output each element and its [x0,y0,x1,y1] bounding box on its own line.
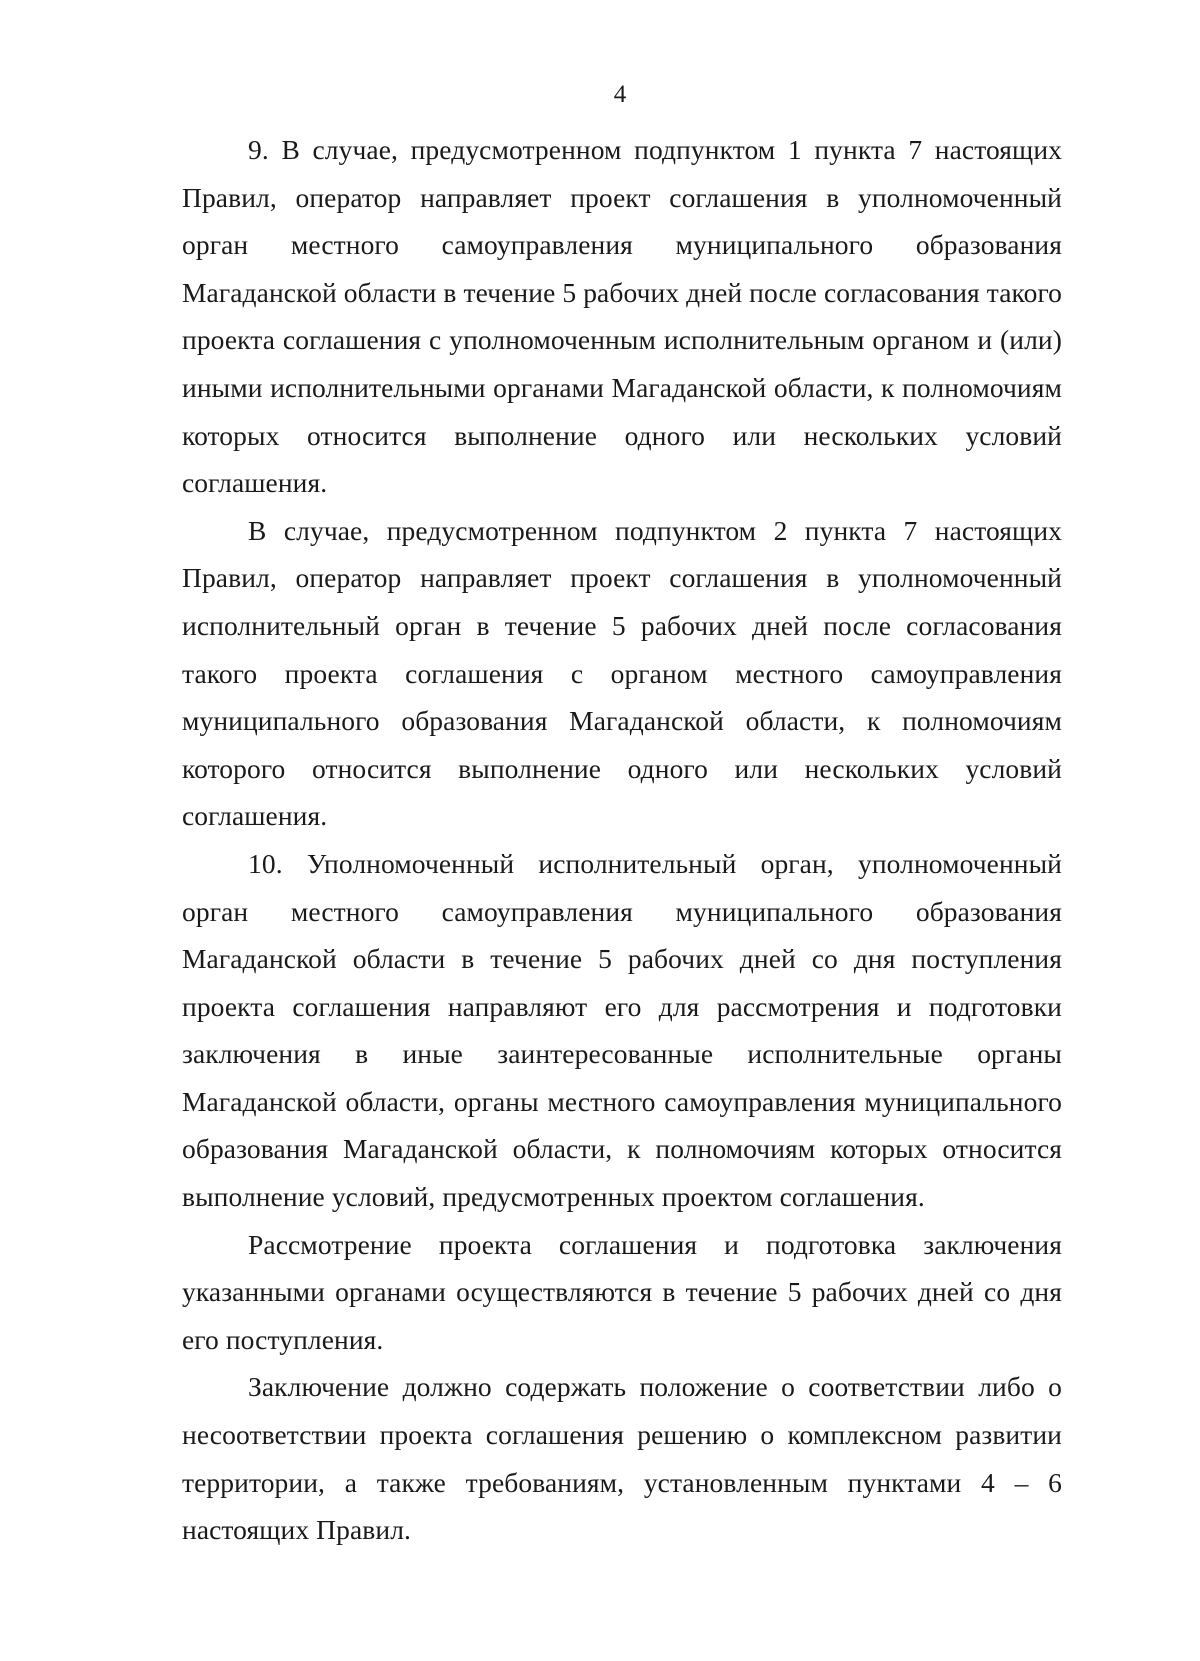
paragraph-item-10: 10. Уполномоченный исполнительный орган, уполномоченный орган местного самоуправления муниципального образования Магаданской области в течение 5 рабочих дней со дня поступления проекта соглашения направляют его для рассмотрения и подготовки заключения в иные заинтересованные исполнительные органы Магаданской области, органы местного самоуправления муниципального образования Магаданской области, к полномочиям которых относится выполнение условий, предусмотренных проектом соглашения. [182,847,1062,1213]
page-number: 4 [613,81,627,108]
paragraph-conclusion-content: Заключение должно содержать положение о соответствии либо о несоответствии проекта соглашения решению о комплексном развитии территории, а также требованиям, установленным пунктами 4 – 6 настоящих Правил. [182,1371,1062,1546]
paragraph-item-9: 9. В случае, предусмотренном подпунктом 1 пункта 7 настоящих Правил, оператор направляет проект соглашения в уполномоченный орган местного самоуправления муниципального образования Магаданской области в течение 5 рабочих дней после согласования такого проекта соглашения с уполномоченным исполнительным органом и (или) иными исполнительными органами Магаданской области, к полномочиям которых относится выполнение одного или нескольких условий соглашения. [182,134,1062,499]
document-body [182,126,1062,1554]
paragraph-item-9-second-case: В случае, предусмотренном подпунктом 2 пункта 7 настоящих Правил, оператор направляет проект соглашения в уполномоченный исполнительный орган в течение 5 рабочих дней после согласования такого проекта соглашения с органом местного самоуправления муниципального образования Магаданской области, к полномочиям которого относится выполнение одного или нескольких условий соглашения. [182,514,1062,832]
paragraph-review-term: Рассмотрение проекта соглашения и подготовка заключения указанными органами осуществляются в течение 5 рабочих дней со дня его поступления. [182,1228,1062,1355]
